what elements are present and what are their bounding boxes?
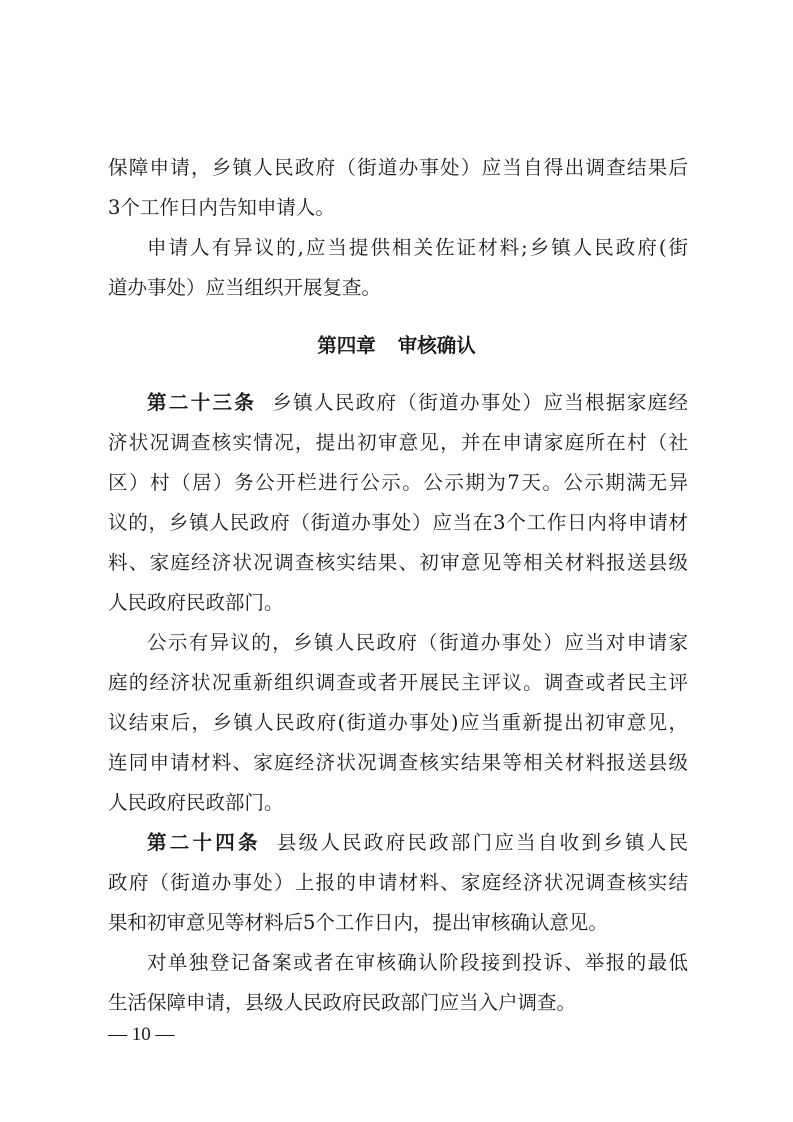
text-line: 人民政府民政部门。 [108, 791, 284, 814]
text-line: 政府（街道办事处）上报的申请材料、家庭经济状况调查核实结 [108, 871, 688, 894]
text-line: 庭的经济状况重新组织调查或者开展民主评议。调查或者民主评 [108, 671, 688, 694]
text-line: 申请人有异议的,应当提供相关佐证材料;乡镇人民政府(街 [147, 236, 688, 259]
text-line: 生活保障申请，县级人民政府民政部门应当入户调查。 [108, 991, 577, 1014]
text-line: 连同申请材料、家庭经济状况调查核实结果等相关材料报送县级 [108, 751, 688, 774]
article-23-first-line [147, 388, 688, 418]
text-line: 公示有异议的，乡镇人民政府（街道办事处）应当对申请家 [147, 631, 688, 654]
chapter-number: 第四章 [317, 334, 376, 357]
article-24-first-line [147, 828, 688, 858]
text-line: 保障申请，乡镇人民政府（街道办事处）应当自得出调查结果后 [108, 156, 688, 179]
text-line: 对单独登记备案或者在审核确认阶段接到投诉、举报的最低 [147, 951, 688, 974]
text-line: 县级人民政府民政部门应当自收到乡镇人民 [276, 831, 688, 854]
text-line: 果和初审意见等材料后5个工作日内，提出审核确认意见。 [108, 911, 608, 934]
page-number: — 10 — [108, 1024, 175, 1045]
text-line: 议结束后，乡镇人民政府(街道办事处)应当重新提出初审意见， [108, 711, 688, 734]
article-23-label: 第二十三条 [147, 391, 257, 414]
text-line: 区）村（居）务公开栏进行公示。公示期为7天。公示期满无异 [108, 471, 688, 494]
text-line: 议的，乡镇人民政府（街道办事处）应当在3个工作日内将申请材 [108, 511, 688, 534]
text-line: 3个工作日内告知申请人。 [108, 196, 335, 219]
article-24-label: 第二十四条 [147, 831, 261, 854]
text-line: 济状况调查核实情况，提出初审意见，并在申请家庭所在村（社 [108, 431, 688, 454]
chapter-title: 审核确认 [397, 334, 476, 357]
text-line: 道办事处）应当组织开展复查。 [108, 276, 382, 299]
chapter-heading [0, 331, 793, 361]
text-line: 乡镇人民政府（街道办事处）应当根据家庭经 [272, 391, 688, 414]
text-line: 人民政府民政部门。 [108, 591, 284, 614]
text-line: 料、家庭经济状况调查核实结果、初审意见等相关材料报送县级 [108, 551, 688, 574]
